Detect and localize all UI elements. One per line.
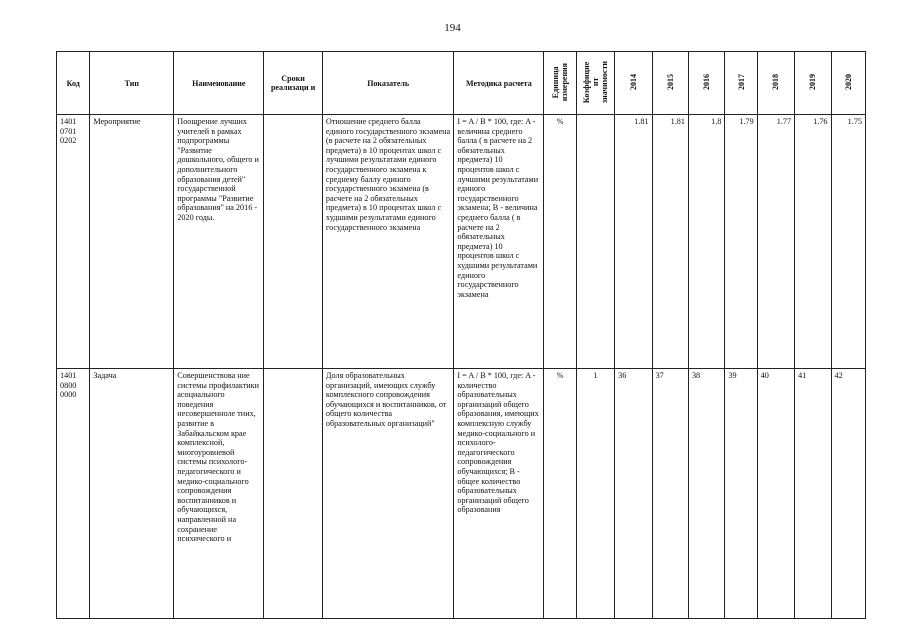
row-value: 1.77 (757, 115, 794, 369)
row-tip: Мероприятие (90, 115, 174, 369)
header-year-cell (795, 52, 831, 115)
row-edinica: % (544, 115, 576, 369)
header-year: 2015 (665, 74, 675, 90)
page-number: 194 (444, 22, 461, 34)
table-header-row (57, 52, 866, 115)
header-year-cell (688, 52, 724, 115)
header-year-cell (757, 52, 794, 115)
header-year: 2017 (736, 74, 746, 90)
header-kod: Код (57, 52, 90, 115)
row-metodika: I = A / B * 100, где: A - количество образовательных организаций общего образования, имеющих комплексную службу медико-социального и психолого-педагогического сопровождения обучающихся; B - общее количество образовательных организаций общего образования (454, 369, 544, 619)
row-value: 38 (688, 369, 724, 619)
header-pokazatel: Показатель (322, 52, 453, 115)
row-pokazatel: Доля образовательных организаций, имеющих службу комплексного сопровождения обучающихся и воспитанников, от общего количества образовательных организаций" (322, 369, 453, 619)
row-value: 39 (725, 369, 757, 619)
row-koeff: 1 (576, 369, 614, 619)
table-row (57, 115, 866, 369)
header-tip: Тип (90, 52, 174, 115)
row-kod: 1401 0800 0000 (57, 369, 90, 619)
header-year: 2018 (771, 74, 781, 90)
row-value: 36 (615, 369, 652, 619)
row-value: 41 (795, 369, 831, 619)
header-edinica: Единица измерения (551, 62, 570, 102)
row-metodika: I = A / B * 100, где: A - величина среднего балла ( в расчете на 2 обязательных предмета) 10 процентов школ с лучшими результатами единого государственного экзамена; B - величина среднего балла ( в расчете на 2 обязательных предмета) 10 процентов школ с худшими результатами единого государственного экзамена (454, 115, 544, 369)
header-edinica-cell (544, 52, 576, 115)
row-value: 1.8 (688, 115, 724, 369)
row-naimenovanie: Совершенствова ние системы профилактики асоциального поведения несовершенноле тних, развитие в Забайкальском крае комплексной, многоуровневой системы психолого-педагогического и медико-социального сопровождения воспитанников и обучающихся, направленной на сохранение психического и (174, 369, 264, 619)
row-sroki (264, 369, 323, 619)
row-kod: 1401 0701 0202 (57, 115, 90, 369)
row-value: 1.76 (795, 115, 831, 369)
row-edinica: % (544, 369, 576, 619)
row-value: 40 (757, 369, 794, 619)
header-year-cell (831, 52, 866, 115)
header-year: 2019 (808, 74, 818, 90)
header-year: 2016 (702, 74, 712, 90)
row-value: 1.81 (615, 115, 652, 369)
row-value: 1.81 (652, 115, 688, 369)
row-value: 42 (831, 369, 866, 619)
header-metodika: Методика расчета (454, 52, 544, 115)
row-tip: Задача (90, 369, 174, 619)
header-year: 2014 (628, 74, 638, 90)
header-year-cell (615, 52, 652, 115)
row-value: 1.75 (831, 115, 866, 369)
header-year: 2020 (843, 74, 853, 90)
row-sroki (264, 115, 323, 369)
indicators-table (56, 51, 866, 619)
row-value: 37 (652, 369, 688, 619)
row-pokazatel: Отношение среднего балла единого государственного экзамена (в расчете на 2 обязательных предмета) в 10 процентах школ с лучшими результатами единого государственного экзамена к среднему баллу единого государственного экзамена (в расчете на 2 обязательных предмета) в 10 процентах школ с худшими результатами единого государственного экзамена (322, 115, 453, 369)
header-koeff-cell (576, 52, 614, 115)
row-koeff (576, 115, 614, 369)
table-row (57, 369, 866, 619)
header-year-cell (725, 52, 757, 115)
row-naimenovanie: Поощрение лучших учителей в рамках подпрограммы "Развитие дошкольного, общего и дополнительного образования детей" государственной программы "Развитие образования" на 2016 - 2020 годы. (174, 115, 264, 369)
header-sroki: Сроки реализаци и (264, 52, 323, 115)
header-year-cell (652, 52, 688, 115)
row-value: 1.79 (725, 115, 757, 369)
header-naimenovanie: Наименование (174, 52, 264, 115)
header-koeff: Коэффицие нт значимости (581, 60, 609, 104)
